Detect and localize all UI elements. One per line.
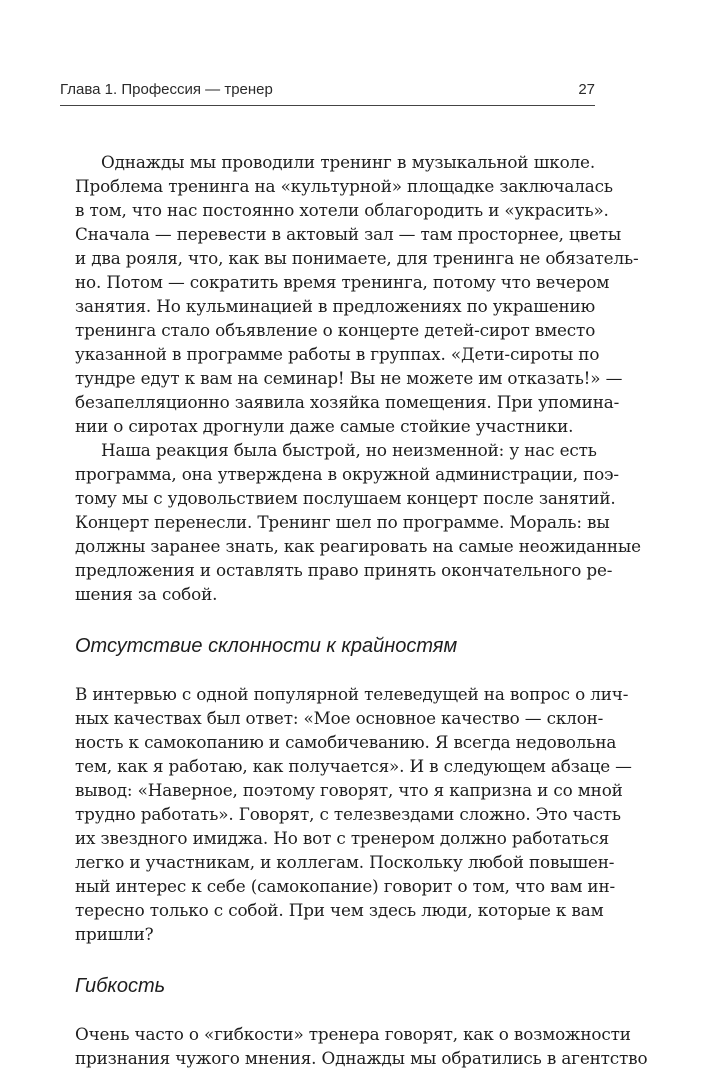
text-line: но. Потом — сократить время тренинга, потому что вечером	[75, 272, 610, 292]
text-line: и два рояля, что, как вы понимаете, для тренинга не обязатель-	[75, 248, 639, 268]
text-line: безапелляционно заявила хозяйка помещения. При упомина-	[75, 392, 620, 412]
text-line: Наша реакция была быстрой, но неизменной: у нас есть	[101, 440, 597, 460]
text-line: тому мы с удовольствием послушаем концерт после занятий.	[75, 488, 616, 508]
text-line: тересно только с собой. При чем здесь люди, которые к вам	[75, 900, 604, 920]
text-line: их звездного имиджа. Но вот с тренером должно работаться	[75, 828, 610, 848]
text-line: указанной в программе работы в группах. «Дети-сироты по	[75, 344, 600, 364]
section-heading: Гибкость	[75, 975, 166, 997]
text-line: тем, как я работаю, как получается». И в следующем абзаце —	[75, 756, 632, 776]
text-line: ных качествах был ответ: «Мое основное качество — склон-	[75, 708, 604, 728]
text-line: трудно работать». Говорят, с телезвездами сложно. Это часть	[75, 804, 621, 824]
text-line: Однажды мы проводили тренинг в музыкальной школе.	[101, 152, 595, 172]
text-line: должны заранее знать, как реагировать на самые неожиданные	[75, 536, 641, 556]
text-line: тренинга стало объявление о концерте детей-сирот вместо	[75, 320, 596, 340]
text-line: нии о сиротах дрогнули даже самые стойкие участники.	[75, 416, 574, 436]
text-line: легко и участникам, и коллегам. Поскольку любой повышен-	[75, 852, 615, 872]
text-line: Концерт перенесли. Тренинг шел по программе. Мораль: вы	[75, 512, 610, 532]
text-line: В интервью с одной популярной телеведущей на вопрос о лич-	[75, 684, 629, 704]
page-number: 27	[578, 81, 595, 98]
text-line: Сначала — перевести в актовый зал — там просторнее, цветы	[75, 224, 622, 244]
chapter-title: Глава 1. Профессия — тренер	[60, 81, 273, 98]
text-line: шения за собой.	[75, 584, 218, 604]
text-line: тундре едут к вам на семинар! Вы не можете им отказать!» —	[75, 368, 623, 388]
text-line: пришли?	[75, 924, 154, 944]
text-line: занятия. Но кульминацией в предложениях по украшению	[75, 296, 596, 316]
header-rule	[60, 105, 595, 106]
text-line: программа, она утверждена в окружной администрации, поэ-	[75, 464, 619, 484]
text-line: вывод: «Наверное, поэтому говорят, что я капризна и со мной	[75, 780, 623, 800]
text-line: признания чужого мнения. Однажды мы обратились в агентство	[75, 1048, 648, 1068]
section-heading: Отсутствие склонности к крайностям	[75, 635, 458, 657]
text-line: предложения и оставлять право принять окончательного ре-	[75, 560, 613, 580]
text-line: ный интерес к себе (самокопание) говорит о том, что вам ин-	[75, 876, 616, 896]
text-line: Очень часто о «гибкости» тренера говорят, как о возможности	[75, 1024, 631, 1044]
text-line: ность к самокопанию и самобичеванию. Я всегда недовольна	[75, 732, 617, 752]
running-head	[60, 81, 595, 99]
text-line: Проблема тренинга на «культурной» площадке заключалась	[75, 176, 613, 196]
text-line: в том, что нас постоянно хотели облагородить и «украсить».	[75, 200, 609, 220]
